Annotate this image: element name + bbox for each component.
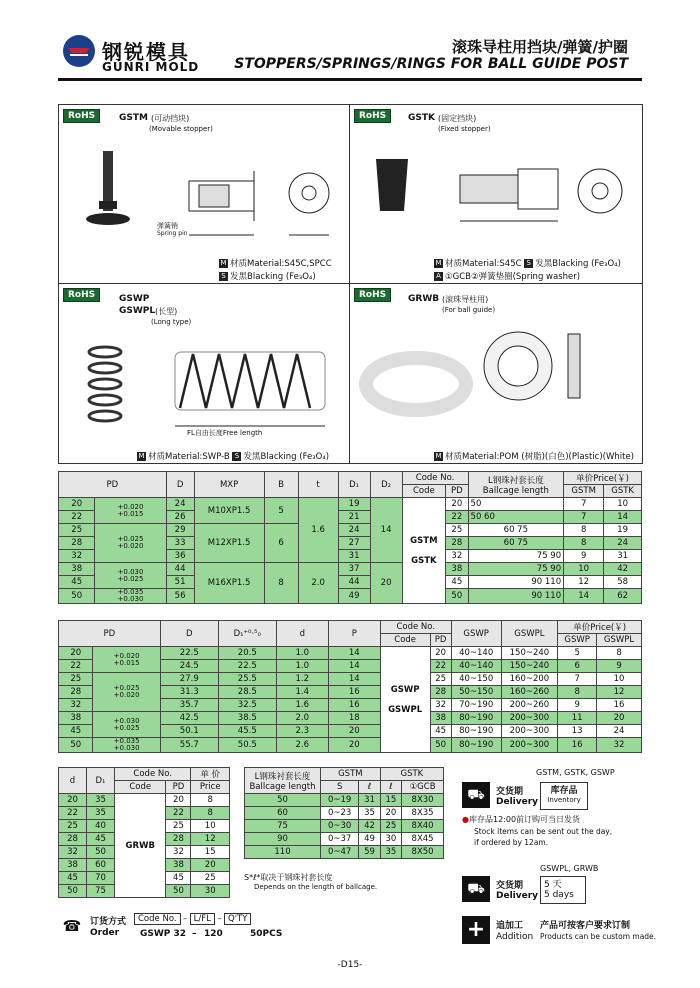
stock-note-en2: if ordered by 12am. [474, 838, 549, 847]
table-row: 32 35.7 32.5 1.6 16 32 70~190 200~260 9 16 [59, 699, 642, 712]
table-row: 32 50 32 15 [59, 846, 230, 859]
table-row: 50 75 50 30 [59, 885, 230, 898]
col-price: 单价Price(￥) [564, 472, 642, 485]
delivery-en: Delivery [496, 891, 539, 901]
order-example-length: 120 [204, 929, 223, 939]
delivery-en: Delivery [496, 797, 539, 807]
brand-logo-icon [62, 34, 96, 68]
delivery-label-2: GSWPL, GRWB [540, 864, 599, 873]
table-row: 32 36 31 32 75 90 9 31 [59, 550, 642, 563]
truck-icon: ⛟ [462, 876, 490, 902]
order-example-code: GSWP 32 [140, 929, 187, 939]
panel-grwb [349, 283, 643, 464]
gstm-material: M 材质Material:S45C,SPCC [220, 259, 332, 269]
gstm-name-cn: (可动挡块) [151, 114, 190, 123]
panel-gstk [349, 104, 643, 284]
rohs-badge: RoHS [63, 288, 100, 302]
col-d1: D₁ [338, 472, 370, 498]
page-title-cn: 滚珠导柱用挡块/弹簧/护圈 [452, 38, 628, 56]
gswp-name-en: (Long type) [151, 318, 192, 326]
spring-table: PD D D₁⁺⁰·⁵₀ d P Code No. GSWP GSWPL 单价Price(￥) Code PD GSWP GSWPL 20 +0.020 +0.015 22.5 20.5 1.0 14 GSWP GSWPL 20 40~140 150~240 5 8 22 24.5 22.5 1.0 14 22 40~140 150~240 6 9 25 +0.025 +0.020 27.9 25.5 1.2 14 25 40~150 160~200 7 10 28 31.3 28.5 1.4 16 28 50~150 160~260 8 12 32 35.7 32.5 1.6 16 32 70~190 200~260 9 16 38 +0.030 +0.025 42.5 38.5 2.0 18 38 80~190 200~300 11 20 45 50.1 45.5 2.3 20 45 80~190 200~300 13 24 50 +0.035 +0.030 55.7 50.5 2.6 20 50 80~190 200~300 16 32 [58, 620, 642, 753]
gswp-name-cn: (长型) [155, 307, 178, 316]
col-t: t [298, 472, 338, 498]
phone-icon: ☎ [60, 914, 84, 938]
gstk-material: M 材质Material:S45C S 发黑Blacking (Fe₃O₄) [435, 259, 621, 269]
grwb-name-en: (For ball guide) [442, 306, 496, 314]
table-row: 50 +0.035 +0.030 56 49 50 90 110 14 62 [59, 589, 642, 604]
col-ballcage: L钢珠衬套长度 Ballcage length [468, 472, 564, 498]
addition-en: Addition [496, 932, 534, 942]
table-row: 38 +0.030 +0.025 44 M16XP1.5 8 2.0 37 20 38 75 90 10 42 [59, 563, 642, 576]
table-row: 75 0~30 42 25 8X40 [245, 820, 444, 833]
col-mxp: MXP [194, 472, 264, 498]
table-row: 45 50.1 45.5 2.3 20 45 80~190 200~300 13 24 [59, 725, 642, 738]
page-number: -D15- [337, 960, 363, 970]
page-title-en: STOPPERS/SPRINGS/RINGS FOR BALL GUIDE POST [234, 56, 628, 72]
table-row: 110 0~47 59 35 8X50 [245, 846, 444, 859]
gswp-drawing [85, 338, 335, 438]
col-b: B [264, 472, 298, 498]
gstk-name-en: (Fixed stopper) [438, 125, 491, 133]
header-divider [58, 78, 642, 81]
table-row: 50 0~19 31 15 8X30 [245, 794, 444, 807]
rohs-badge: RoHS [354, 288, 391, 302]
brand-name-cn: 钢锐模具 [102, 40, 190, 64]
ring-table: d D₁ Code No. 单 价 Code PD Price 20 35 GRWB 20 8 22 35 22 8 25 40 25 10 28 45 28 12 32 50 32 15 38 60 38 20 45 70 45 25 50 75 50 30 [58, 767, 230, 898]
col-code-no: Code No. [402, 472, 468, 485]
ballcage-note-en: Depends on the length of ballcage. [254, 883, 378, 891]
custom-cn: 产品可按客户要求订制 [540, 921, 631, 931]
table-row: 28 33 27 28 60 75 8 24 [59, 537, 642, 550]
table-row: 20 35 GRWB 20 8 [59, 794, 230, 807]
stock-note-en1: Stock items can be sent out the day, [474, 827, 613, 836]
order-example-qty: 50PCS [250, 929, 283, 939]
gstk-drawing [368, 141, 634, 241]
table-row: 60 0~23 35 20 8X35 [245, 807, 444, 820]
rohs-badge: RoHS [63, 109, 100, 123]
gstk-parts: A ①GCB②弹簧垫圈(Spring washer) [434, 270, 580, 282]
plus-icon: + [462, 916, 490, 944]
gswp-material: M 材质Material:SWP-B S 发黑Blacking (Fe₃O₄) [138, 452, 330, 462]
order-en: Order [90, 928, 120, 938]
table-row: 25 +0.025 +0.020 29 M12XP1.5 6 24 25 60 75 8 19 [59, 524, 642, 537]
code-cell: GSWP GSWPL [380, 647, 430, 753]
gstm-name-en: (Movable stopper) [149, 125, 213, 133]
gstm-pin-en: Spring pin [157, 230, 188, 237]
panel-gstm [58, 104, 350, 284]
panel-gswp [58, 283, 350, 464]
delivery-label-1: GSTM, GSTK, GSWP [536, 768, 615, 777]
table-row: 90 0~37 49 30 8X45 [245, 833, 444, 846]
gstk-code: GSTK [408, 113, 435, 123]
table-row: 50 +0.035 +0.030 55.7 50.5 2.6 20 50 80~190 200~300 16 32 [59, 738, 642, 753]
col-d: D [166, 472, 194, 498]
table-row: 22 24.5 22.5 1.0 14 22 40~140 150~240 6 9 [59, 660, 642, 673]
delivery-cn: 交货期 [496, 881, 524, 891]
table-row: 25 +0.025 +0.020 27.9 25.5 1.2 14 25 40~150 160~200 7 10 [59, 673, 642, 686]
table-row: 20 +0.020 +0.015 24 M10XP1.5 5 1.6 19 14 GSTM GSTK 20 50 7 10 [59, 498, 642, 511]
gstm-code: GSTM [119, 113, 148, 123]
table-row: 45 70 45 25 [59, 872, 230, 885]
col-pd: PD [59, 472, 167, 498]
col-d2: D₂ [370, 472, 402, 498]
days-box: 5 天 5 days [540, 876, 586, 904]
grwb-code: GRWB [408, 294, 440, 304]
ballcage-table: L钢珠衬套长度 Ballcage length GSTM GSTK S ℓ ℓ ①GCB 50 0~19 31 15 8X30 60 0~23 35 20 8X35 75 0~30 42 25 8X40 90 0~37 49 30 8X45 110 0~47 59 35 8X50 [244, 767, 444, 859]
gswp-free-length: FL自由长度Free length [187, 429, 263, 437]
table-row: 25 40 25 10 [59, 820, 230, 833]
table-row: 22 26 21 22 50 60 7 14 [59, 511, 642, 524]
brand-name-en: GUNRI MOLD [102, 60, 200, 74]
table-row: 28 31.3 28.5 1.4 16 28 50~150 160~260 8 12 [59, 686, 642, 699]
gswpl-code: GSWPL [119, 306, 156, 316]
order-cn: 订货方式 [90, 917, 127, 927]
gstm-pin-cn: 弹簧销 [157, 222, 178, 230]
delivery-cn: 交货期 [496, 787, 524, 797]
table-row: 28 45 28 12 [59, 833, 230, 846]
ballcage-note-cn: S*ℓ*取决于钢珠衬套长度 [244, 873, 333, 882]
table-row: 38 60 38 20 [59, 859, 230, 872]
truck-icon: ⛟ [462, 782, 490, 808]
rohs-badge: RoHS [354, 109, 391, 123]
addition-cn: 追加工 [496, 921, 524, 931]
grwb-name-cn: (滚珠导柱用) [442, 295, 489, 304]
grwb-drawing [356, 324, 636, 444]
gstm-drawing [79, 141, 339, 251]
table-row: 20 +0.020 +0.015 22.5 20.5 1.0 14 GSWP GSWPL 20 40~140 150~240 5 8 [59, 647, 642, 660]
gstk-name-cn: (固定挡块) [438, 114, 477, 123]
gstm-finish: S 发黑Blacking (Fe₃O₄) [219, 270, 316, 282]
stock-box: 库存品 Inventory [540, 782, 588, 810]
stopper-table: PD D MXP B t D₁ D₂ Code No. L钢珠衬套长度 Ballcage length 单价Price(￥) Code PD GSTM GSTK 20 +0.020 +0.015 24 M10XP1.5 5 1.6 19 14 GSTM GSTK 20 50 7 10 22 26 21 22 50 60 7 14 25 +0.025 +0.020 29 M12XP1.5 6 24 25 60 75 8 19 28 33 27 28 60 75 8 24 32 36 31 32 75 90 9 31 38 +0.030 +0.025 44 M16XP1.5 8 2.0 37 20 38 75 90 10 42 45 51 44 45 90 110 12 58 50 +0.035 +0.030 56 49 50 90 110 14 62 [58, 471, 642, 604]
code-cell: GSTM GSTK [402, 498, 446, 604]
grwb-material: M 材质Material:POM (树脂)(白色)(Plastic)(White) [435, 452, 634, 462]
table-row: 38 +0.030 +0.025 42.5 38.5 2.0 18 38 80~190 200~300 11 20 [59, 712, 642, 725]
gswp-code: GSWP [119, 294, 150, 304]
stock-note-cn: ●库存品12:00前订购可当日发货 [462, 815, 581, 824]
custom-en: Products can be custom made. [540, 932, 657, 941]
table-row: 45 51 44 45 90 110 12 58 [59, 576, 642, 589]
order-format: Code No. – L/FL – Q'TY [134, 913, 251, 925]
table-row: 22 35 22 8 [59, 807, 230, 820]
